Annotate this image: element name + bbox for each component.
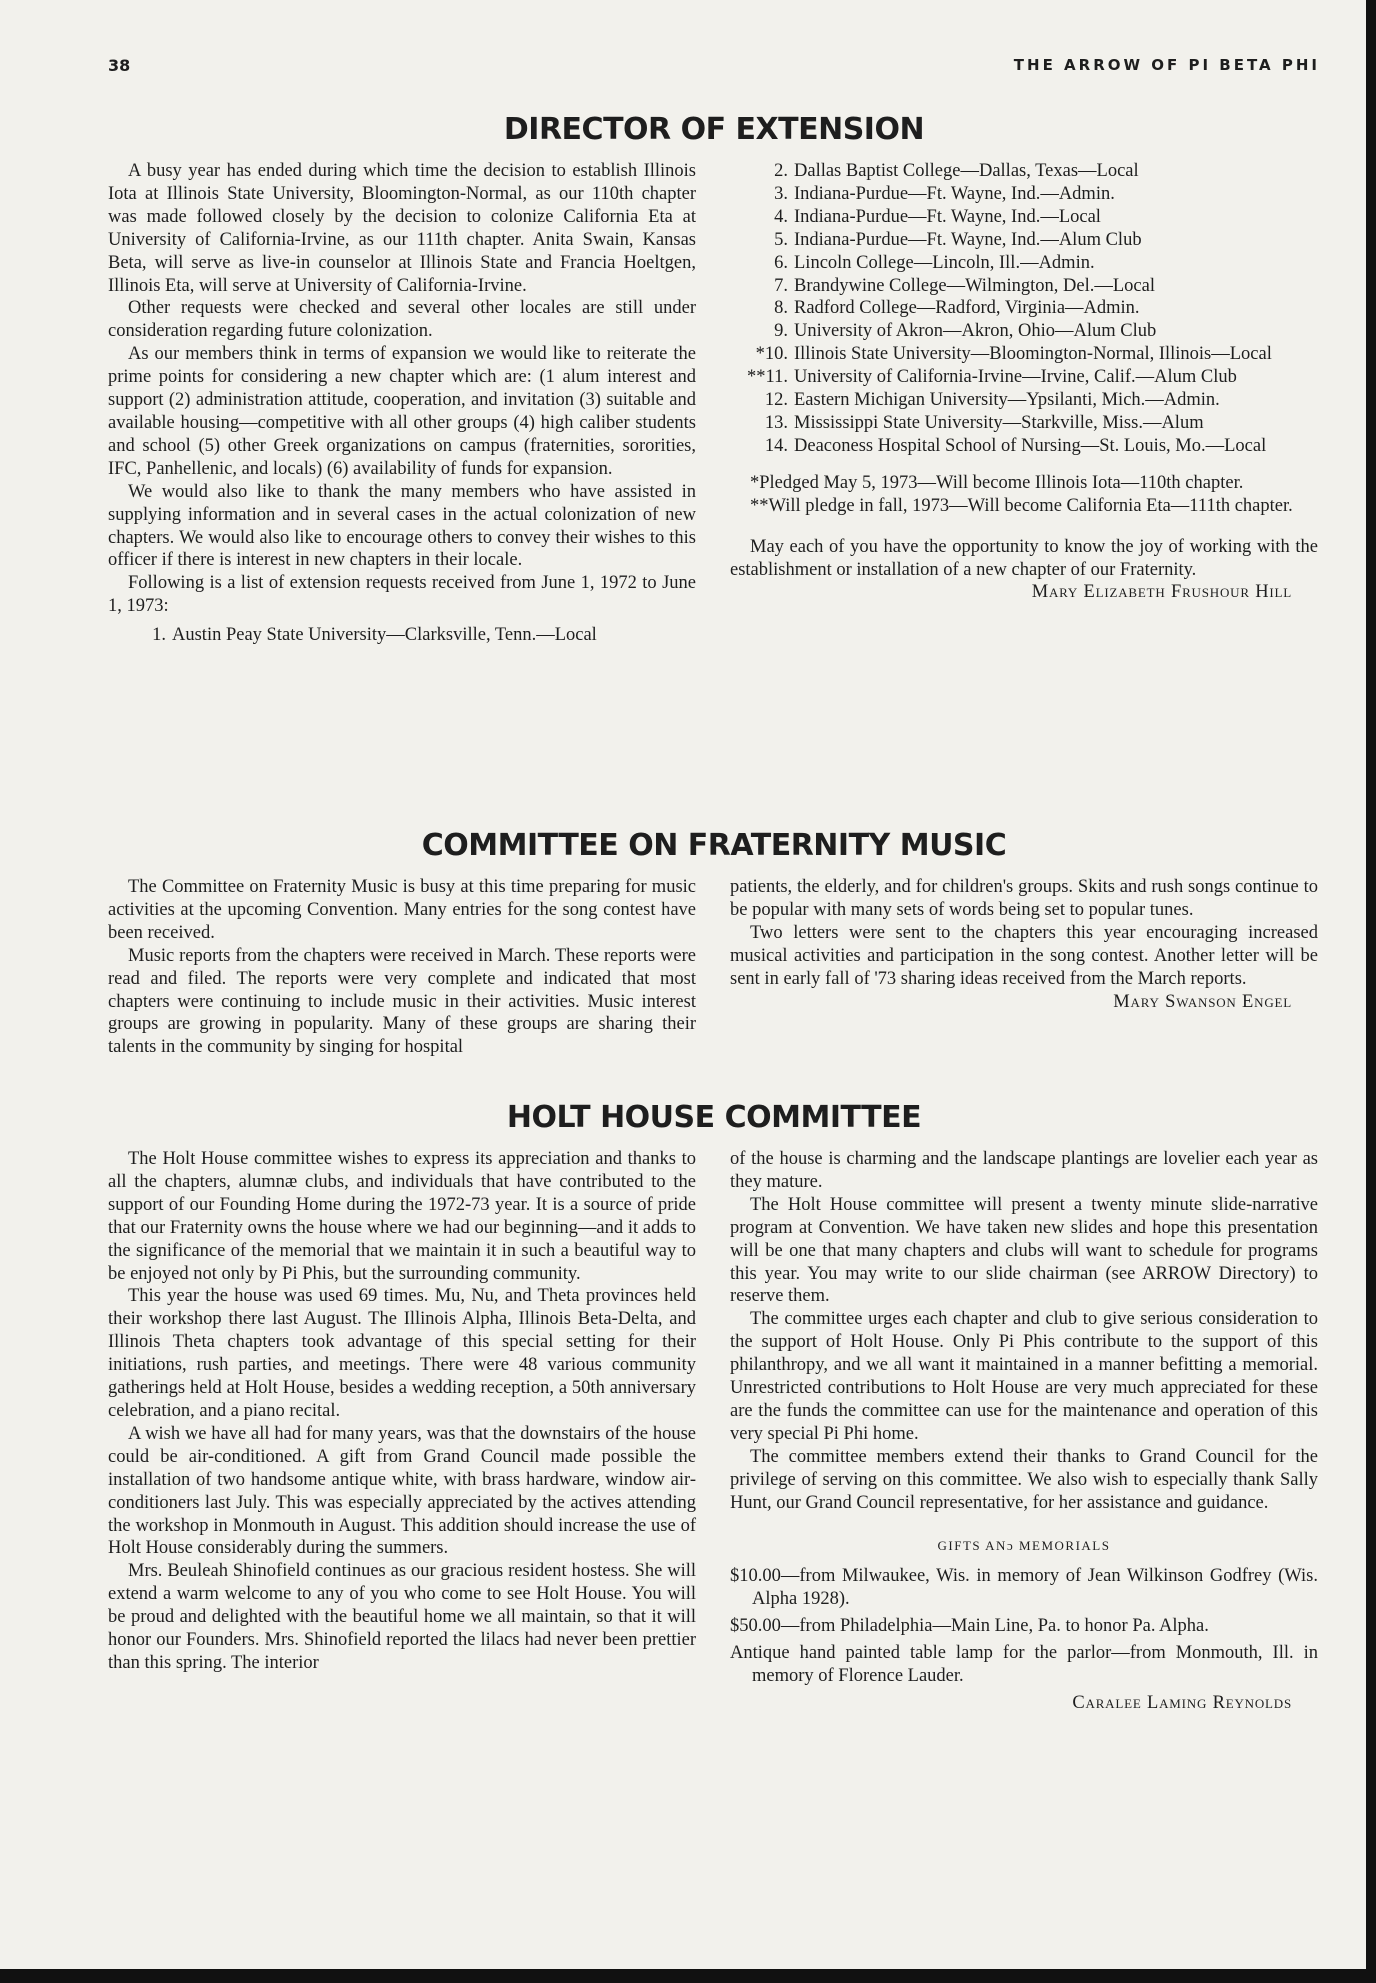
page-number: 38 xyxy=(108,56,131,75)
holt-paragraph: The committee urges each chapter and club to give serious consideration to the support of Holt House. Only Pi Phis contribute to the support of this philanthropy, and we all want it maintained in a manner befitting a memorial. Unrestricted contributions to Holt House are very much appreciated for these are the funds the committee can use for the maintenance and operation of this very special Pi Phi home. xyxy=(730,1309,1318,1444)
gift-entry: Antique hand painted table lamp for the parlor—from Monmouth, Ill. in memory of Florence Lauder. xyxy=(730,1643,1318,1687)
music-paragraph: The Committee on Fraternity Music is busy at this time preparing for music activities at the upcoming Convention. Many entries for the song contest have been received. xyxy=(108,877,696,943)
list-item-number: 12. xyxy=(764,390,788,411)
extension-heading: DIRECTOR OF EXTENSION xyxy=(503,112,925,147)
list-item xyxy=(730,435,1318,458)
list-item-number: 13. xyxy=(764,412,788,433)
list-item-text: Indiana-Purdue—Ft. Wayne, Ind.—Alum Club xyxy=(794,229,1142,250)
list-item xyxy=(730,297,1318,320)
holt-paragraph: The Holt House committee wishes to express its appreciation and thanks to all the chapters, alumnæ clubs, and individuals that have contributed to the support of our Founding Home during the 1972-73 year. It is a source of pride that our Fraternity owns the house where we had our beginning—and it adds to the significance of the memorial that we maintain it in such a beautiful way to be enjoyed not only by Pi Phis, but the surrounding community. xyxy=(108,1149,696,1284)
list-item xyxy=(108,624,696,647)
list-item-text: Radford College—Radford, Virginia—Admin. xyxy=(794,298,1140,319)
holt-paragraph: The committee members extend their thanks to Grand Council for the privilege of serving on this committee. We also wish to especially thank Sally Hunt, our Grand Council representative, for her assistance and guidance. xyxy=(730,1446,1318,1513)
holt-paragraph: A wish we have all had for many years, was that the downstairs of the house could be air-conditioned. A gift from Grand Council made possible the installation of two handsome antique white, with brass hardware, window air-conditioners last July. This was especially appreciated by the actives attending the workshop in Monmouth in August. This addition should increase the use of Holt House considerably during the summers. xyxy=(108,1423,696,1559)
gifts-memorials-title: GIFTS ANɔ MEMORIALS xyxy=(937,1537,1111,1553)
list-item-number: 2. xyxy=(774,161,788,181)
list-item xyxy=(730,229,1318,252)
music-right-column xyxy=(730,876,1318,1013)
list-item-text: Lincoln College—Lincoln, Ill.—Admin. xyxy=(794,252,1095,273)
holt-right-column xyxy=(730,1148,1318,1715)
music-heading: COMMITTEE ON FRATERNITY MUSIC xyxy=(421,828,1007,863)
gift-entry: $10.00—from Milwaukee, Wis. in memory of Jean Wilkinson Godfrey (Wis. Alpha 1928). xyxy=(730,1566,1318,1610)
footnotes xyxy=(730,472,1318,518)
page-header xyxy=(108,56,1320,80)
list-item-text: University of California-Irvine—Irvine, Calif.—Alum Club xyxy=(794,367,1237,388)
list-item-text: Indiana-Purdue—Ft. Wayne, Ind.—Admin. xyxy=(794,183,1115,204)
page-edge-bottom xyxy=(0,1969,1376,1983)
extension-left-column xyxy=(108,160,696,647)
footnote: **Will pledge in fall, 1973—Will become California Eta—111th chapter. xyxy=(750,495,1293,516)
list-item-text: Eastern Michigan University—Ypsilanti, Mich.—Admin. xyxy=(794,390,1220,411)
list-item-number: *10. xyxy=(755,344,788,365)
holt-heading: HOLT HOUSE COMMITTEE xyxy=(506,1100,922,1135)
extension-paragraph: As our members think in terms of expansion we would like to reiterate the prime points for considering a new chapter which are: (1 alum interest and support (2) administration attitude, cooperation, and invitation (3) suitable and available housing—competitive with all other groups (4) high caliber students and school (5) other Greek organizations on campus (fraternities, sororities, IFC, Panhellenic, and locals) (6) availability of funds for expansion. xyxy=(108,344,696,479)
list-item xyxy=(730,160,1318,183)
gift-entry: $50.00—from Philadelphia—Main Line, Pa. to honor Pa. Alpha. xyxy=(730,1616,1209,1637)
list-item xyxy=(730,343,1318,366)
list-item-text: Dallas Baptist College—Dallas, Texas—Local xyxy=(794,161,1139,181)
list-item-number: 5. xyxy=(774,229,788,250)
list-item-number: **11. xyxy=(747,367,788,388)
list-item xyxy=(730,275,1318,298)
page-edge-right xyxy=(1366,0,1376,1983)
footnote: *Pledged May 5, 1973—Will become Illinois Iota—110th chapter. xyxy=(750,472,1244,493)
list-item-number: 14. xyxy=(764,435,788,456)
holt-continuation: of the house is charming and the landscape plantings are lovelier each year as they mature. xyxy=(730,1149,1318,1192)
list-item-number: 4. xyxy=(774,206,788,227)
extension-right-column xyxy=(730,160,1318,604)
extension-list xyxy=(730,160,1318,458)
list-item xyxy=(730,389,1318,412)
extension-paragraph: Following is a list of extension requests received from June 1, 1972 to June 1, 1973: xyxy=(108,573,696,617)
list-item xyxy=(730,412,1318,435)
holt-paragraph: The Holt House committee will present a twenty minute slide-narrative program at Convention. We have taken new slides and hope this presentation will be one that many chapters and clubs will want to schedule for programs this year. You may write to our slide chairman (see ARROW Directory) to reserve them. xyxy=(730,1194,1318,1307)
holt-paragraph: Mrs. Beuleah Shinofield continues as our gracious resident hostess. She will extend a warm welcome to any of you who come to see Holt House. You will be proud and delighted with the beautiful home we all maintain, so that it will honor our Founders. Mrs. Shinofield reported the lilacs had never been prettier than this spring. The interior xyxy=(108,1561,696,1673)
holt-paragraph: This year the house was used 69 times. Mu, Nu, and Theta provinces held their workshop there last August. The Illinois Alpha, Illinois Beta-Delta, and Illinois Theta chapters took advantage of this special setting for their initiations, rush parties, and meetings. There were 48 various community gatherings held at Holt House, besides a wedding reception, a 50th anniversary celebration, and a piano recital. xyxy=(108,1286,696,1421)
music-signature: Mary Swanson Engel xyxy=(1113,991,1292,1012)
extension-paragraph: A busy year has ended during which time the decision to establish Illinois Iota at Illinois State University, Bloomington-Normal, as our 110th chapter was made followed closely by the decision to colonize California Eta at University of California-Irvine, as our 111th chapter. Anita Swain, Kansas Beta, will serve as live-in counselor at Illinois State and Francia Hoeltgen, Illinois Eta, will serve at University of California-Irvine. xyxy=(108,161,696,296)
list-item-text: Indiana-Purdue—Ft. Wayne, Ind.—Local xyxy=(794,206,1101,227)
list-item xyxy=(730,252,1318,275)
extension-paragraph: Other requests were checked and several other locales are still under consideration regarding future colonization. xyxy=(108,298,696,342)
holt-left-column xyxy=(108,1148,696,1675)
extension-signature: Mary Elizabeth Frushour Hill xyxy=(1031,582,1292,603)
list-item-text: Austin Peay State University—Clarksville, Tenn.—Local xyxy=(172,625,597,646)
holt-signature: Caralee Laming Reynolds xyxy=(1072,1692,1292,1713)
list-item xyxy=(730,206,1318,229)
music-left-column xyxy=(108,876,696,1059)
extension-list-start xyxy=(108,624,696,647)
list-item-text: Illinois State University—Bloomington-Normal, Illinois—Local xyxy=(794,344,1272,365)
list-item-number: 6. xyxy=(774,252,788,273)
list-item-number: 8. xyxy=(774,298,788,319)
list-item-text: Deaconess Hospital School of Nursing—St. Louis, Mo.—Local xyxy=(794,435,1267,456)
extension-paragraph: We would also like to thank the many members who have assisted in supplying information and in several cases in the actual colonization of new chapters. We would also like to encourage others to convey their wishes to this officer if there is interest in new chapters in their locale. xyxy=(108,481,696,571)
list-item-number: 9. xyxy=(774,321,788,342)
list-item xyxy=(730,320,1318,343)
list-item xyxy=(730,366,1318,389)
list-item-number: 1. xyxy=(152,625,166,646)
list-item xyxy=(730,183,1318,206)
list-item-number: 7. xyxy=(774,275,788,296)
music-paragraph: Two letters were sent to the chapters this year encouraging increased musical activities and participation in the song contest. Another letter will be sent in early fall of '73 sharing ideas received from the March reports. xyxy=(730,922,1318,989)
music-continuation: patients, the elderly, and for children's groups. Skits and rush songs continue to be popular with many sets of words being set to popular tunes. xyxy=(730,877,1318,920)
extension-closing: May each of you have the opportunity to know the joy of working with the establishment or installation of a new chapter of our Fraternity. xyxy=(730,536,1318,580)
list-item-text: University of Akron—Akron, Ohio—Alum Club xyxy=(794,321,1157,342)
running-title: THE ARROW OF PI BETA PHI xyxy=(1013,56,1320,74)
list-item-number: 3. xyxy=(774,183,788,204)
list-item-text: Brandywine College—Wilmington, Del.—Local xyxy=(794,275,1155,296)
list-item-text: Mississippi State University—Starkville, Miss.—Alum xyxy=(794,412,1204,433)
music-paragraph: Music reports from the chapters were received in March. These reports were read and filed. The reports were very complete and indicated that most chapters were continuing to include music in their activities. Music interest groups are growing in popularity. Many of these groups are sharing their talents in the community by singing for hospital xyxy=(108,945,696,1058)
